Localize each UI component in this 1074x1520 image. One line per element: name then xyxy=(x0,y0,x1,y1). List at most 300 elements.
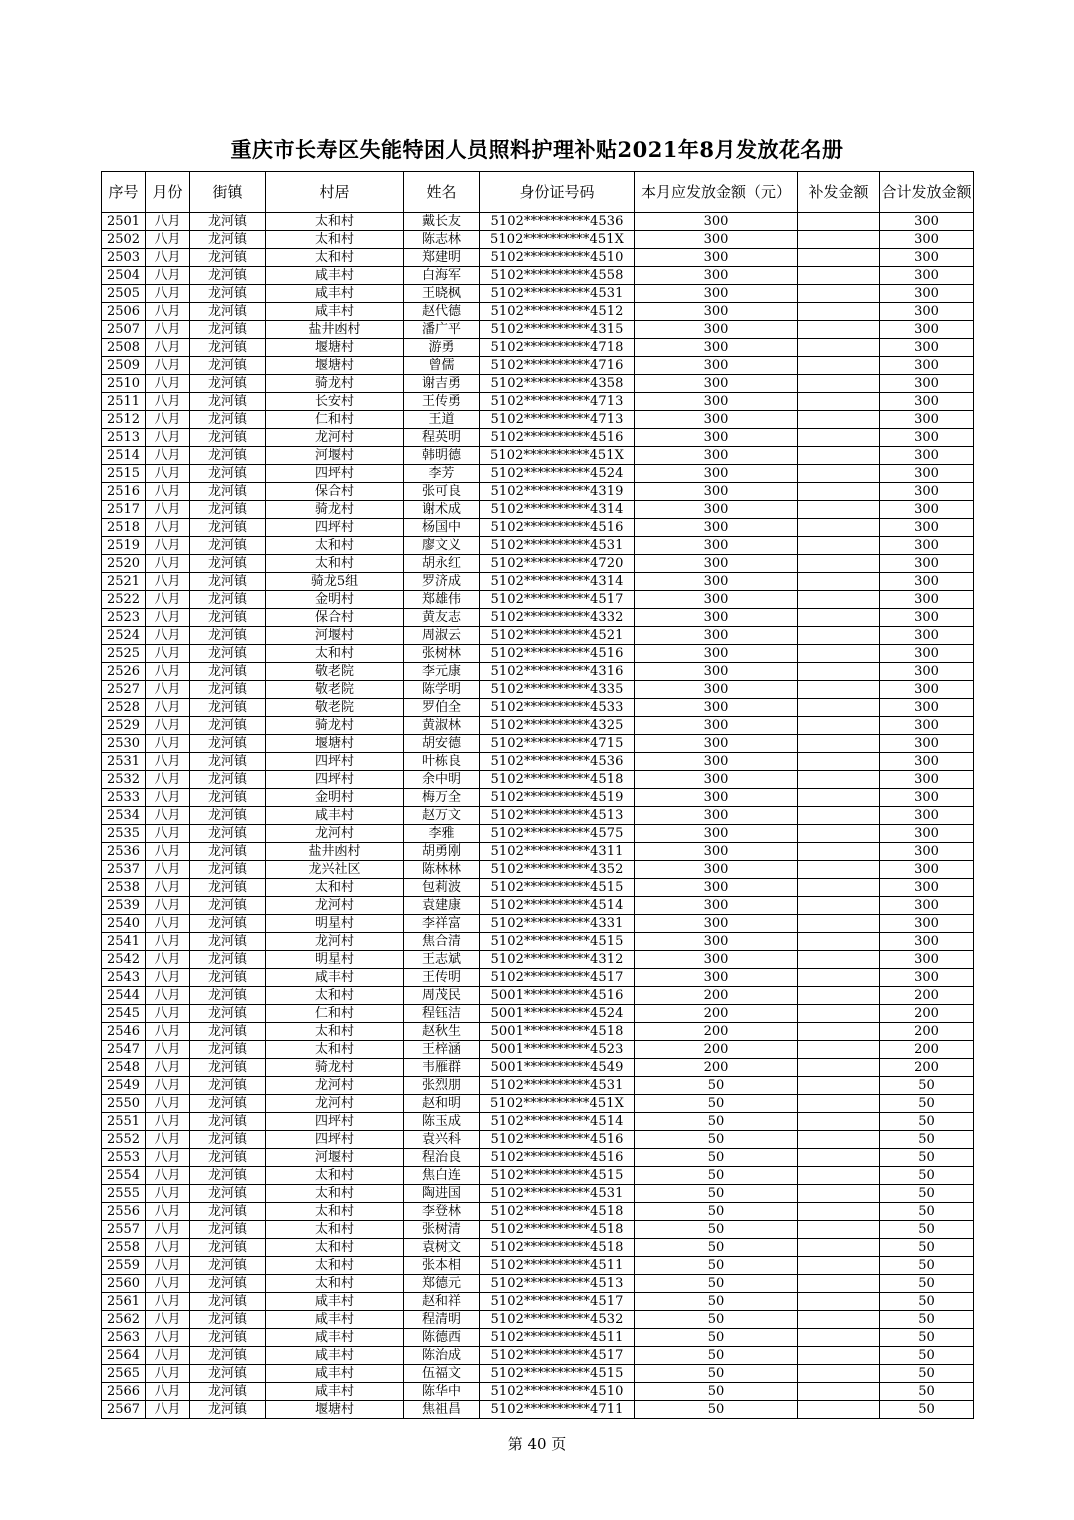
cell-month: 八月 xyxy=(146,429,190,447)
table-row xyxy=(102,1347,974,1365)
cell-back-pay xyxy=(798,1077,880,1095)
cell-town: 龙河镇 xyxy=(190,357,266,375)
cell-monthly-amount: 300 xyxy=(635,717,798,735)
table-row xyxy=(102,537,974,555)
cell-id-number: 5102**********4312 xyxy=(480,951,635,969)
cell-name: 潘广平 xyxy=(404,321,480,339)
cell-village: 咸丰村 xyxy=(266,267,404,285)
cell-monthly-amount: 300 xyxy=(635,789,798,807)
cell-month: 八月 xyxy=(146,987,190,1005)
table-row xyxy=(102,1095,974,1113)
header-name: 姓名 xyxy=(404,172,480,213)
cell-back-pay xyxy=(798,285,880,303)
cell-village: 太和村 xyxy=(266,1239,404,1257)
cell-monthly-amount: 50 xyxy=(635,1113,798,1131)
cell-monthly-amount: 300 xyxy=(635,861,798,879)
cell-month: 八月 xyxy=(146,555,190,573)
cell-name: 郑德元 xyxy=(404,1275,480,1293)
cell-month: 八月 xyxy=(146,1311,190,1329)
cell-id-number: 5102**********4531 xyxy=(480,1185,635,1203)
table-row xyxy=(102,987,974,1005)
table-row xyxy=(102,1365,974,1383)
cell-month: 八月 xyxy=(146,321,190,339)
table-row xyxy=(102,915,974,933)
header-id-number: 身份证号码 xyxy=(480,172,635,213)
table-row xyxy=(102,825,974,843)
cell-seq: 2567 xyxy=(102,1401,146,1419)
table-row xyxy=(102,897,974,915)
cell-back-pay xyxy=(798,1095,880,1113)
table-row xyxy=(102,681,974,699)
cell-id-number: 5102**********4311 xyxy=(480,843,635,861)
cell-total-amount: 50 xyxy=(880,1275,974,1293)
cell-id-number: 5102**********4316 xyxy=(480,663,635,681)
table-row xyxy=(102,1167,974,1185)
cell-back-pay xyxy=(798,555,880,573)
cell-id-number: 5102**********451X xyxy=(480,1095,635,1113)
cell-town: 龙河镇 xyxy=(190,627,266,645)
cell-monthly-amount: 300 xyxy=(635,537,798,555)
cell-town: 龙河镇 xyxy=(190,231,266,249)
cell-village: 保合村 xyxy=(266,483,404,501)
cell-town: 龙河镇 xyxy=(190,807,266,825)
cell-village: 堰塘村 xyxy=(266,339,404,357)
table-row xyxy=(102,303,974,321)
cell-back-pay xyxy=(798,1131,880,1149)
cell-total-amount: 300 xyxy=(880,897,974,915)
cell-seq: 2549 xyxy=(102,1077,146,1095)
cell-month: 八月 xyxy=(146,681,190,699)
cell-id-number: 5001**********4518 xyxy=(480,1023,635,1041)
cell-total-amount: 50 xyxy=(880,1077,974,1095)
cell-total-amount: 300 xyxy=(880,519,974,537)
table-row xyxy=(102,735,974,753)
table-row xyxy=(102,627,974,645)
cell-id-number: 5102**********451X xyxy=(480,231,635,249)
cell-monthly-amount: 300 xyxy=(635,411,798,429)
cell-total-amount: 50 xyxy=(880,1149,974,1167)
cell-town: 龙河镇 xyxy=(190,429,266,447)
cell-town: 龙河镇 xyxy=(190,915,266,933)
cell-town: 龙河镇 xyxy=(190,501,266,519)
cell-id-number: 5102**********4325 xyxy=(480,717,635,735)
cell-total-amount: 300 xyxy=(880,267,974,285)
cell-total-amount: 300 xyxy=(880,915,974,933)
cell-back-pay xyxy=(798,609,880,627)
cell-back-pay xyxy=(798,969,880,987)
cell-name: 郑建明 xyxy=(404,249,480,267)
cell-back-pay xyxy=(798,717,880,735)
cell-month: 八月 xyxy=(146,1005,190,1023)
cell-seq: 2527 xyxy=(102,681,146,699)
cell-back-pay xyxy=(798,897,880,915)
cell-id-number: 5102**********4516 xyxy=(480,1131,635,1149)
header-month: 月份 xyxy=(146,172,190,213)
cell-name: 张树清 xyxy=(404,1221,480,1239)
cell-back-pay xyxy=(798,1059,880,1077)
cell-back-pay xyxy=(798,933,880,951)
cell-monthly-amount: 200 xyxy=(635,1023,798,1041)
cell-month: 八月 xyxy=(146,1329,190,1347)
table-row xyxy=(102,645,974,663)
table-row xyxy=(102,807,974,825)
cell-seq: 2548 xyxy=(102,1059,146,1077)
cell-id-number: 5102**********4713 xyxy=(480,393,635,411)
cell-seq: 2531 xyxy=(102,753,146,771)
cell-back-pay xyxy=(798,357,880,375)
cell-town: 龙河镇 xyxy=(190,663,266,681)
cell-monthly-amount: 300 xyxy=(635,591,798,609)
cell-month: 八月 xyxy=(146,519,190,537)
cell-name: 程治良 xyxy=(404,1149,480,1167)
header-total-amount: 合计发放金额 xyxy=(880,172,974,213)
cell-total-amount: 300 xyxy=(880,483,974,501)
cell-town: 龙河镇 xyxy=(190,573,266,591)
cell-name: 李登林 xyxy=(404,1203,480,1221)
cell-id-number: 5102**********4515 xyxy=(480,879,635,897)
cell-id-number: 5102**********4516 xyxy=(480,645,635,663)
cell-back-pay xyxy=(798,1185,880,1203)
table-row xyxy=(102,573,974,591)
cell-village: 咸丰村 xyxy=(266,1365,404,1383)
cell-name: 叶栋良 xyxy=(404,753,480,771)
cell-total-amount: 300 xyxy=(880,429,974,447)
cell-village: 堰塘村 xyxy=(266,1401,404,1419)
cell-name: 余中明 xyxy=(404,771,480,789)
cell-month: 八月 xyxy=(146,447,190,465)
table-row xyxy=(102,393,974,411)
cell-back-pay xyxy=(798,1023,880,1041)
cell-total-amount: 50 xyxy=(880,1365,974,1383)
cell-back-pay xyxy=(798,1329,880,1347)
cell-seq: 2546 xyxy=(102,1023,146,1041)
cell-town: 龙河镇 xyxy=(190,339,266,357)
cell-monthly-amount: 300 xyxy=(635,645,798,663)
cell-seq: 2507 xyxy=(102,321,146,339)
cell-id-number: 5102**********4533 xyxy=(480,699,635,717)
cell-back-pay xyxy=(798,843,880,861)
cell-total-amount: 300 xyxy=(880,555,974,573)
cell-monthly-amount: 300 xyxy=(635,213,798,231)
cell-back-pay xyxy=(798,1257,880,1275)
cell-month: 八月 xyxy=(146,879,190,897)
cell-village: 河堰村 xyxy=(266,627,404,645)
cell-name: 廖文义 xyxy=(404,537,480,555)
cell-back-pay xyxy=(798,627,880,645)
cell-monthly-amount: 50 xyxy=(635,1383,798,1401)
cell-name: 谢吉勇 xyxy=(404,375,480,393)
cell-id-number: 5102**********4521 xyxy=(480,627,635,645)
cell-town: 龙河镇 xyxy=(190,375,266,393)
cell-monthly-amount: 300 xyxy=(635,879,798,897)
roster-table xyxy=(101,171,974,1419)
cell-town: 龙河镇 xyxy=(190,681,266,699)
cell-town: 龙河镇 xyxy=(190,933,266,951)
cell-total-amount: 300 xyxy=(880,501,974,519)
cell-town: 龙河镇 xyxy=(190,393,266,411)
cell-back-pay xyxy=(798,735,880,753)
table-row xyxy=(102,663,974,681)
cell-seq: 2537 xyxy=(102,861,146,879)
cell-name: 周茂民 xyxy=(404,987,480,1005)
table-row xyxy=(102,861,974,879)
cell-town: 龙河镇 xyxy=(190,1347,266,1365)
cell-total-amount: 300 xyxy=(880,753,974,771)
cell-back-pay xyxy=(798,1041,880,1059)
cell-monthly-amount: 50 xyxy=(635,1185,798,1203)
cell-name: 赵和祥 xyxy=(404,1293,480,1311)
cell-town: 龙河镇 xyxy=(190,1257,266,1275)
table-row xyxy=(102,951,974,969)
cell-month: 八月 xyxy=(146,771,190,789)
table-row xyxy=(102,1005,974,1023)
cell-village: 咸丰村 xyxy=(266,1383,404,1401)
cell-month: 八月 xyxy=(146,951,190,969)
cell-seq: 2561 xyxy=(102,1293,146,1311)
cell-seq: 2529 xyxy=(102,717,146,735)
cell-id-number: 5102**********4515 xyxy=(480,1365,635,1383)
cell-town: 龙河镇 xyxy=(190,1221,266,1239)
cell-monthly-amount: 50 xyxy=(635,1293,798,1311)
cell-month: 八月 xyxy=(146,1221,190,1239)
table-row xyxy=(102,357,974,375)
cell-total-amount: 300 xyxy=(880,627,974,645)
cell-seq: 2555 xyxy=(102,1185,146,1203)
header-monthly-amount: 本月应发放金额（元） xyxy=(635,172,798,213)
cell-town: 龙河镇 xyxy=(190,1041,266,1059)
cell-month: 八月 xyxy=(146,1023,190,1041)
cell-town: 龙河镇 xyxy=(190,519,266,537)
cell-back-pay xyxy=(798,1365,880,1383)
cell-name: 罗伯全 xyxy=(404,699,480,717)
cell-village: 龙河村 xyxy=(266,933,404,951)
cell-total-amount: 300 xyxy=(880,843,974,861)
table-row xyxy=(102,267,974,285)
cell-village: 堰塘村 xyxy=(266,357,404,375)
table-row xyxy=(102,969,974,987)
cell-total-amount: 300 xyxy=(880,213,974,231)
cell-total-amount: 300 xyxy=(880,357,974,375)
cell-total-amount: 300 xyxy=(880,681,974,699)
cell-total-amount: 300 xyxy=(880,573,974,591)
cell-village: 龙河村 xyxy=(266,1095,404,1113)
cell-monthly-amount: 300 xyxy=(635,897,798,915)
cell-monthly-amount: 300 xyxy=(635,753,798,771)
cell-id-number: 5102**********4314 xyxy=(480,501,635,519)
table-row xyxy=(102,213,974,231)
cell-monthly-amount: 50 xyxy=(635,1149,798,1167)
cell-monthly-amount: 50 xyxy=(635,1095,798,1113)
cell-town: 龙河镇 xyxy=(190,465,266,483)
cell-total-amount: 300 xyxy=(880,375,974,393)
cell-monthly-amount: 300 xyxy=(635,681,798,699)
cell-total-amount: 300 xyxy=(880,951,974,969)
cell-total-amount: 300 xyxy=(880,249,974,267)
cell-month: 八月 xyxy=(146,231,190,249)
cell-id-number: 5102**********4715 xyxy=(480,735,635,753)
cell-monthly-amount: 300 xyxy=(635,933,798,951)
cell-id-number: 5102**********4531 xyxy=(480,537,635,555)
cell-month: 八月 xyxy=(146,1185,190,1203)
cell-town: 龙河镇 xyxy=(190,267,266,285)
cell-id-number: 5102**********4716 xyxy=(480,357,635,375)
cell-town: 龙河镇 xyxy=(190,285,266,303)
cell-total-amount: 50 xyxy=(880,1239,974,1257)
cell-back-pay xyxy=(798,249,880,267)
cell-name: 白海军 xyxy=(404,267,480,285)
header-seq: 序号 xyxy=(102,172,146,213)
cell-id-number: 5102**********4518 xyxy=(480,1203,635,1221)
cell-village: 仁和村 xyxy=(266,1005,404,1023)
cell-village: 盐井凼村 xyxy=(266,321,404,339)
cell-back-pay xyxy=(798,1221,880,1239)
cell-name: 袁建康 xyxy=(404,897,480,915)
cell-id-number: 5102**********4558 xyxy=(480,267,635,285)
cell-monthly-amount: 300 xyxy=(635,843,798,861)
cell-month: 八月 xyxy=(146,501,190,519)
cell-back-pay xyxy=(798,987,880,1005)
cell-seq: 2552 xyxy=(102,1131,146,1149)
cell-month: 八月 xyxy=(146,285,190,303)
cell-back-pay xyxy=(798,1401,880,1419)
cell-town: 龙河镇 xyxy=(190,1239,266,1257)
cell-month: 八月 xyxy=(146,1257,190,1275)
cell-village: 四坪村 xyxy=(266,1131,404,1149)
cell-name: 赵秋生 xyxy=(404,1023,480,1041)
cell-monthly-amount: 300 xyxy=(635,231,798,249)
table-row xyxy=(102,1275,974,1293)
cell-id-number: 5102**********4518 xyxy=(480,1221,635,1239)
cell-total-amount: 300 xyxy=(880,303,974,321)
cell-total-amount: 200 xyxy=(880,1023,974,1041)
table-row xyxy=(102,1041,974,1059)
cell-id-number: 5102**********4513 xyxy=(480,1275,635,1293)
cell-seq: 2506 xyxy=(102,303,146,321)
cell-id-number: 5102**********4513 xyxy=(480,807,635,825)
cell-id-number: 5102**********4517 xyxy=(480,1347,635,1365)
cell-monthly-amount: 300 xyxy=(635,429,798,447)
cell-village: 骑龙村 xyxy=(266,1059,404,1077)
cell-back-pay xyxy=(798,213,880,231)
cell-month: 八月 xyxy=(146,735,190,753)
cell-id-number: 5102**********4514 xyxy=(480,897,635,915)
cell-back-pay xyxy=(798,267,880,285)
cell-month: 八月 xyxy=(146,933,190,951)
cell-seq: 2524 xyxy=(102,627,146,645)
cell-id-number: 5102**********4515 xyxy=(480,933,635,951)
cell-total-amount: 300 xyxy=(880,537,974,555)
cell-id-number: 5102**********4518 xyxy=(480,771,635,789)
cell-month: 八月 xyxy=(146,1275,190,1293)
cell-total-amount: 50 xyxy=(880,1113,974,1131)
cell-monthly-amount: 300 xyxy=(635,951,798,969)
cell-seq: 2563 xyxy=(102,1329,146,1347)
cell-name: 张本相 xyxy=(404,1257,480,1275)
cell-id-number: 5102**********4720 xyxy=(480,555,635,573)
cell-id-number: 5102**********4335 xyxy=(480,681,635,699)
cell-monthly-amount: 50 xyxy=(635,1131,798,1149)
cell-month: 八月 xyxy=(146,1239,190,1257)
cell-seq: 2534 xyxy=(102,807,146,825)
cell-month: 八月 xyxy=(146,753,190,771)
table-row xyxy=(102,285,974,303)
cell-village: 龙河村 xyxy=(266,1077,404,1095)
cell-monthly-amount: 50 xyxy=(635,1329,798,1347)
cell-village: 明星村 xyxy=(266,915,404,933)
cell-village: 金明村 xyxy=(266,789,404,807)
cell-name: 程钰洁 xyxy=(404,1005,480,1023)
cell-seq: 2556 xyxy=(102,1203,146,1221)
table-row xyxy=(102,843,974,861)
cell-id-number: 5102**********4515 xyxy=(480,1167,635,1185)
cell-total-amount: 50 xyxy=(880,1383,974,1401)
cell-id-number: 5102**********4510 xyxy=(480,249,635,267)
cell-town: 龙河镇 xyxy=(190,735,266,753)
cell-village: 咸丰村 xyxy=(266,1347,404,1365)
cell-village: 骑龙村 xyxy=(266,717,404,735)
cell-seq: 2544 xyxy=(102,987,146,1005)
cell-seq: 2543 xyxy=(102,969,146,987)
cell-monthly-amount: 300 xyxy=(635,465,798,483)
cell-total-amount: 200 xyxy=(880,987,974,1005)
cell-total-amount: 300 xyxy=(880,321,974,339)
cell-monthly-amount: 300 xyxy=(635,501,798,519)
cell-town: 龙河镇 xyxy=(190,897,266,915)
cell-seq: 2560 xyxy=(102,1275,146,1293)
cell-town: 龙河镇 xyxy=(190,825,266,843)
cell-monthly-amount: 50 xyxy=(635,1311,798,1329)
cell-name: 谢术成 xyxy=(404,501,480,519)
cell-village: 咸丰村 xyxy=(266,303,404,321)
cell-id-number: 5102**********4516 xyxy=(480,1149,635,1167)
cell-name: 韦雁群 xyxy=(404,1059,480,1077)
cell-seq: 2558 xyxy=(102,1239,146,1257)
cell-total-amount: 200 xyxy=(880,1059,974,1077)
cell-monthly-amount: 300 xyxy=(635,663,798,681)
cell-id-number: 5102**********4512 xyxy=(480,303,635,321)
cell-monthly-amount: 50 xyxy=(635,1077,798,1095)
cell-name: 王晓枫 xyxy=(404,285,480,303)
cell-id-number: 5102**********4713 xyxy=(480,411,635,429)
cell-id-number: 5001**********4523 xyxy=(480,1041,635,1059)
cell-seq: 2501 xyxy=(102,213,146,231)
cell-id-number: 5102**********4517 xyxy=(480,591,635,609)
cell-seq: 2504 xyxy=(102,267,146,285)
cell-seq: 2510 xyxy=(102,375,146,393)
cell-month: 八月 xyxy=(146,807,190,825)
cell-month: 八月 xyxy=(146,1365,190,1383)
cell-village: 敬老院 xyxy=(266,699,404,717)
cell-total-amount: 300 xyxy=(880,717,974,735)
cell-town: 龙河镇 xyxy=(190,1293,266,1311)
cell-month: 八月 xyxy=(146,1077,190,1095)
cell-total-amount: 50 xyxy=(880,1347,974,1365)
document-title: 重庆市长寿区失能特困人员照料护理补贴2021年8月发放花名册 xyxy=(230,137,844,162)
cell-name: 焦祖昌 xyxy=(404,1401,480,1419)
cell-monthly-amount: 300 xyxy=(635,321,798,339)
cell-village: 太和村 xyxy=(266,1257,404,1275)
table-row xyxy=(102,1383,974,1401)
table-row xyxy=(102,1221,974,1239)
table-row xyxy=(102,1311,974,1329)
cell-seq: 2516 xyxy=(102,483,146,501)
cell-name: 陈华中 xyxy=(404,1383,480,1401)
cell-town: 龙河镇 xyxy=(190,771,266,789)
cell-month: 八月 xyxy=(146,537,190,555)
cell-town: 龙河镇 xyxy=(190,879,266,897)
cell-back-pay xyxy=(798,231,880,249)
cell-id-number: 5102**********4319 xyxy=(480,483,635,501)
